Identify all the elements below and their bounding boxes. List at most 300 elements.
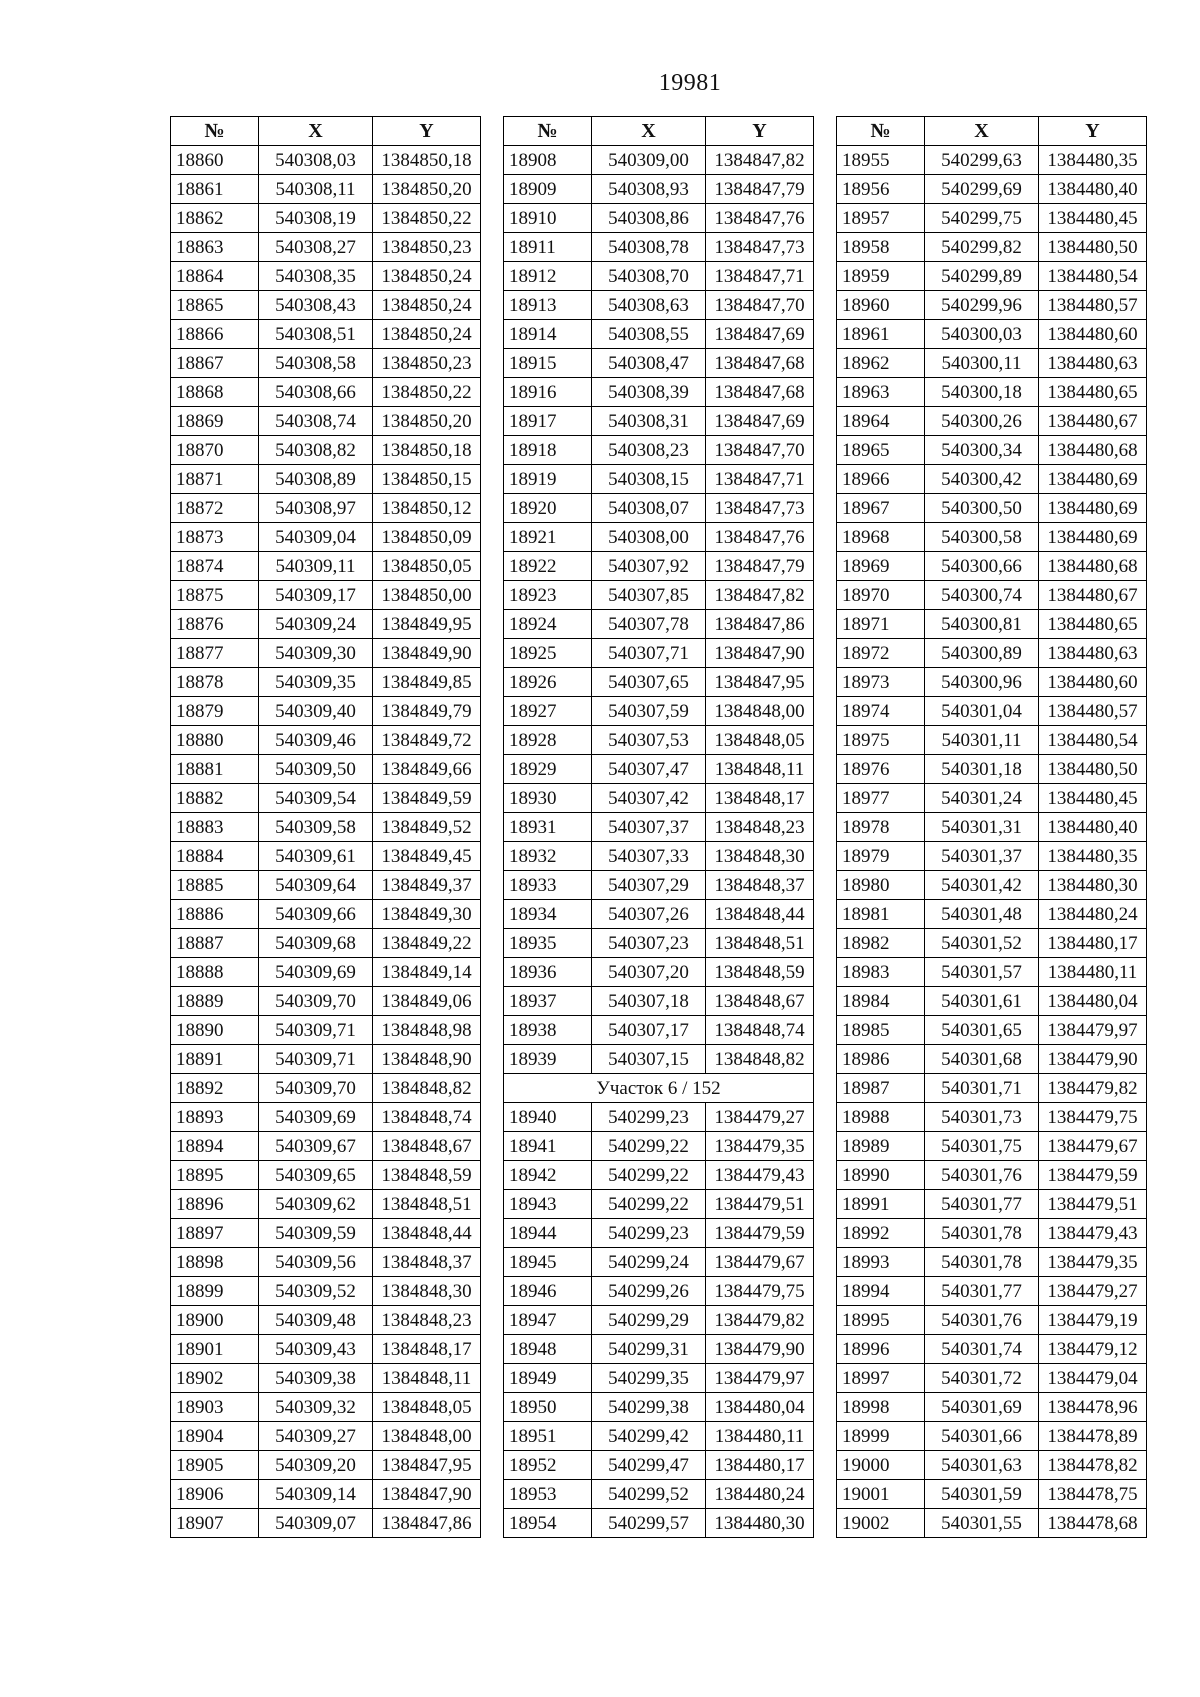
cell-number: 19002 xyxy=(837,1509,925,1538)
cell-x: 540309,27 xyxy=(259,1422,373,1451)
cell-y: 1384848,17 xyxy=(373,1335,481,1364)
table-row xyxy=(504,349,814,378)
cell-number: 18888 xyxy=(171,958,259,987)
cell-x: 540309,32 xyxy=(259,1393,373,1422)
cell-number: 18981 xyxy=(837,900,925,929)
cell-number: 18987 xyxy=(837,1074,925,1103)
cell-x: 540301,77 xyxy=(925,1190,1039,1219)
table-row xyxy=(837,407,1147,436)
header-y: Y xyxy=(373,117,481,146)
table-row xyxy=(171,1074,481,1103)
cell-y: 1384480,45 xyxy=(1039,784,1147,813)
table-row xyxy=(504,1016,814,1045)
table-row xyxy=(837,175,1147,204)
cell-x: 540299,22 xyxy=(592,1132,706,1161)
cell-number: 18876 xyxy=(171,610,259,639)
cell-number: 18907 xyxy=(171,1509,259,1538)
cell-number: 18868 xyxy=(171,378,259,407)
table-row xyxy=(171,639,481,668)
cell-y: 1384848,67 xyxy=(373,1132,481,1161)
cell-number: 18939 xyxy=(504,1045,592,1074)
cell-number: 18905 xyxy=(171,1451,259,1480)
table-row xyxy=(171,1161,481,1190)
cell-number: 18951 xyxy=(504,1422,592,1451)
cell-x: 540301,66 xyxy=(925,1422,1039,1451)
table-row xyxy=(837,668,1147,697)
cell-x: 540309,70 xyxy=(259,987,373,1016)
cell-number: 18995 xyxy=(837,1306,925,1335)
cell-y: 1384848,37 xyxy=(706,871,814,900)
cell-y: 1384478,89 xyxy=(1039,1422,1147,1451)
cell-x: 540299,31 xyxy=(592,1335,706,1364)
cell-y: 1384848,00 xyxy=(706,697,814,726)
table-row xyxy=(504,1045,814,1074)
cell-number: 18983 xyxy=(837,958,925,987)
cell-number: 18913 xyxy=(504,291,592,320)
cell-x: 540301,18 xyxy=(925,755,1039,784)
cell-number: 18882 xyxy=(171,784,259,813)
table-row xyxy=(837,494,1147,523)
cell-number: 18912 xyxy=(504,262,592,291)
cell-number: 18950 xyxy=(504,1393,592,1422)
cell-number: 18947 xyxy=(504,1306,592,1335)
table-row xyxy=(171,1480,481,1509)
header-number: № xyxy=(171,117,259,146)
table-row xyxy=(504,1306,814,1335)
table-row xyxy=(837,842,1147,871)
cell-y: 1384848,37 xyxy=(373,1248,481,1277)
cell-number: 18906 xyxy=(171,1480,259,1509)
table-row xyxy=(171,668,481,697)
cell-y: 1384850,09 xyxy=(373,523,481,552)
cell-x: 540309,30 xyxy=(259,639,373,668)
table-row xyxy=(171,784,481,813)
cell-number: 18946 xyxy=(504,1277,592,1306)
cell-x: 540300,42 xyxy=(925,465,1039,494)
table-row xyxy=(171,697,481,726)
cell-number: 18938 xyxy=(504,1016,592,1045)
cell-number: 18897 xyxy=(171,1219,259,1248)
cell-number: 18941 xyxy=(504,1132,592,1161)
cell-number: 18872 xyxy=(171,494,259,523)
cell-y: 1384847,71 xyxy=(706,262,814,291)
cell-x: 540301,72 xyxy=(925,1364,1039,1393)
cell-number: 18940 xyxy=(504,1103,592,1132)
coordinates-table-1 xyxy=(170,116,481,1538)
table-row xyxy=(837,784,1147,813)
cell-y: 1384850,22 xyxy=(373,204,481,233)
cell-number: 18943 xyxy=(504,1190,592,1219)
table-row xyxy=(171,1451,481,1480)
cell-x: 540301,04 xyxy=(925,697,1039,726)
cell-y: 1384480,11 xyxy=(1039,958,1147,987)
table-row xyxy=(837,755,1147,784)
cell-x: 540299,75 xyxy=(925,204,1039,233)
cell-number: 18914 xyxy=(504,320,592,349)
table-row xyxy=(837,320,1147,349)
cell-x: 540308,97 xyxy=(259,494,373,523)
cell-y: 1384848,44 xyxy=(706,900,814,929)
cell-number: 18930 xyxy=(504,784,592,813)
table-row xyxy=(504,494,814,523)
table-row xyxy=(171,465,481,494)
cell-y: 1384847,82 xyxy=(706,581,814,610)
cell-y: 1384847,69 xyxy=(706,407,814,436)
cell-y: 1384847,71 xyxy=(706,465,814,494)
table-row xyxy=(504,1219,814,1248)
cell-x: 540308,39 xyxy=(592,378,706,407)
cell-x: 540309,56 xyxy=(259,1248,373,1277)
cell-number: 18954 xyxy=(504,1509,592,1538)
table-row xyxy=(171,378,481,407)
table-row xyxy=(171,1219,481,1248)
cell-x: 540308,63 xyxy=(592,291,706,320)
cell-x: 540307,20 xyxy=(592,958,706,987)
cell-number: 18934 xyxy=(504,900,592,929)
cell-y: 1384848,44 xyxy=(373,1219,481,1248)
table-row xyxy=(837,436,1147,465)
table-row xyxy=(837,1161,1147,1190)
cell-number: 18877 xyxy=(171,639,259,668)
cell-x: 540299,82 xyxy=(925,233,1039,262)
table-row xyxy=(504,1422,814,1451)
cell-number: 18908 xyxy=(504,146,592,175)
cell-y: 1384480,40 xyxy=(1039,813,1147,842)
cell-x: 540307,29 xyxy=(592,871,706,900)
cell-x: 540308,58 xyxy=(259,349,373,378)
table-row xyxy=(171,1190,481,1219)
cell-number: 18889 xyxy=(171,987,259,1016)
cell-y: 1384479,27 xyxy=(706,1103,814,1132)
cell-x: 540309,07 xyxy=(259,1509,373,1538)
cell-y: 1384480,63 xyxy=(1039,349,1147,378)
header-x: X xyxy=(259,117,373,146)
cell-y: 1384849,79 xyxy=(373,697,481,726)
cell-x: 540301,68 xyxy=(925,1045,1039,1074)
table-row xyxy=(171,813,481,842)
cell-x: 540300,11 xyxy=(925,349,1039,378)
cell-y: 1384849,52 xyxy=(373,813,481,842)
table-row xyxy=(171,581,481,610)
table-row xyxy=(504,436,814,465)
cell-y: 1384480,67 xyxy=(1039,581,1147,610)
cell-x: 540301,76 xyxy=(925,1306,1039,1335)
cell-x: 540308,23 xyxy=(592,436,706,465)
cell-y: 1384850,12 xyxy=(373,494,481,523)
cell-x: 540309,17 xyxy=(259,581,373,610)
table-row xyxy=(504,1335,814,1364)
cell-x: 540309,20 xyxy=(259,1451,373,1480)
cell-y: 1384480,57 xyxy=(1039,291,1147,320)
cell-y: 1384849,37 xyxy=(373,871,481,900)
cell-y: 1384849,59 xyxy=(373,784,481,813)
cell-x: 540308,51 xyxy=(259,320,373,349)
table-row xyxy=(171,204,481,233)
section-label: Участок 6 / 152 xyxy=(504,1074,814,1103)
cell-x: 540300,58 xyxy=(925,523,1039,552)
cell-y: 1384847,79 xyxy=(706,552,814,581)
table-row xyxy=(837,987,1147,1016)
table-row xyxy=(504,1451,814,1480)
table-row xyxy=(504,697,814,726)
cell-x: 540307,92 xyxy=(592,552,706,581)
cell-number: 18999 xyxy=(837,1422,925,1451)
table-row xyxy=(504,929,814,958)
cell-y: 1384480,68 xyxy=(1039,436,1147,465)
table-row xyxy=(837,958,1147,987)
table-row xyxy=(171,1045,481,1074)
cell-x: 540299,22 xyxy=(592,1190,706,1219)
cell-number: 18933 xyxy=(504,871,592,900)
cell-x: 540301,71 xyxy=(925,1074,1039,1103)
cell-number: 18866 xyxy=(171,320,259,349)
cell-number: 18861 xyxy=(171,175,259,204)
cell-y: 1384479,90 xyxy=(1039,1045,1147,1074)
table-row xyxy=(837,871,1147,900)
cell-y: 1384479,19 xyxy=(1039,1306,1147,1335)
cell-y: 1384847,95 xyxy=(706,668,814,697)
cell-x: 540300,18 xyxy=(925,378,1039,407)
cell-number: 18971 xyxy=(837,610,925,639)
table-header-row xyxy=(837,117,1147,146)
cell-x: 540308,66 xyxy=(259,378,373,407)
cell-number: 18895 xyxy=(171,1161,259,1190)
table-row xyxy=(837,929,1147,958)
cell-number: 18997 xyxy=(837,1364,925,1393)
cell-x: 540300,66 xyxy=(925,552,1039,581)
cell-x: 540299,23 xyxy=(592,1103,706,1132)
cell-y: 1384480,65 xyxy=(1039,378,1147,407)
table-row xyxy=(837,1016,1147,1045)
cell-y: 1384848,82 xyxy=(373,1074,481,1103)
cell-x: 540307,71 xyxy=(592,639,706,668)
cell-y: 1384847,73 xyxy=(706,233,814,262)
cell-y: 1384850,22 xyxy=(373,378,481,407)
cell-x: 540300,34 xyxy=(925,436,1039,465)
cell-x: 540308,82 xyxy=(259,436,373,465)
header-y: Y xyxy=(1039,117,1147,146)
cell-number: 18910 xyxy=(504,204,592,233)
cell-y: 1384479,59 xyxy=(706,1219,814,1248)
table-row xyxy=(837,552,1147,581)
cell-number: 18884 xyxy=(171,842,259,871)
table-row xyxy=(837,639,1147,668)
table-row xyxy=(837,813,1147,842)
cell-y: 1384480,69 xyxy=(1039,494,1147,523)
table-row xyxy=(837,1277,1147,1306)
cell-x: 540299,63 xyxy=(925,146,1039,175)
cell-x: 540308,43 xyxy=(259,291,373,320)
cell-number: 18957 xyxy=(837,204,925,233)
cell-x: 540307,18 xyxy=(592,987,706,1016)
cell-y: 1384479,67 xyxy=(1039,1132,1147,1161)
table-row xyxy=(837,465,1147,494)
cell-y: 1384847,73 xyxy=(706,494,814,523)
table-row xyxy=(504,262,814,291)
cell-y: 1384480,68 xyxy=(1039,552,1147,581)
table-row xyxy=(837,146,1147,175)
cell-x: 540299,24 xyxy=(592,1248,706,1277)
cell-x: 540299,57 xyxy=(592,1509,706,1538)
table-row xyxy=(171,842,481,871)
cell-x: 540301,24 xyxy=(925,784,1039,813)
cell-x: 540301,48 xyxy=(925,900,1039,929)
cell-number: 18973 xyxy=(837,668,925,697)
cell-number: 18921 xyxy=(504,523,592,552)
cell-x: 540301,63 xyxy=(925,1451,1039,1480)
cell-y: 1384849,30 xyxy=(373,900,481,929)
cell-x: 540309,68 xyxy=(259,929,373,958)
table-row xyxy=(504,639,814,668)
cell-y: 1384849,14 xyxy=(373,958,481,987)
table-row xyxy=(504,958,814,987)
cell-number: 18898 xyxy=(171,1248,259,1277)
cell-number: 18887 xyxy=(171,929,259,958)
header-y: Y xyxy=(706,117,814,146)
cell-y: 1384850,20 xyxy=(373,175,481,204)
cell-x: 540301,11 xyxy=(925,726,1039,755)
cell-x: 540307,59 xyxy=(592,697,706,726)
cell-number: 18996 xyxy=(837,1335,925,1364)
cell-x: 540307,33 xyxy=(592,842,706,871)
cell-number: 18988 xyxy=(837,1103,925,1132)
coordinates-table-2 xyxy=(503,116,814,1538)
cell-number: 18986 xyxy=(837,1045,925,1074)
cell-y: 1384480,45 xyxy=(1039,204,1147,233)
table-row xyxy=(837,1509,1147,1538)
cell-number: 18900 xyxy=(171,1306,259,1335)
cell-x: 540309,48 xyxy=(259,1306,373,1335)
cell-y: 1384480,30 xyxy=(706,1509,814,1538)
table-row xyxy=(504,668,814,697)
cell-number: 18978 xyxy=(837,813,925,842)
cell-x: 540308,07 xyxy=(592,494,706,523)
cell-y: 1384480,50 xyxy=(1039,755,1147,784)
cell-x: 540309,62 xyxy=(259,1190,373,1219)
table-row xyxy=(837,1335,1147,1364)
cell-number: 18966 xyxy=(837,465,925,494)
cell-y: 1384480,24 xyxy=(706,1480,814,1509)
table-row xyxy=(171,871,481,900)
cell-y: 1384480,11 xyxy=(706,1422,814,1451)
cell-y: 1384847,70 xyxy=(706,291,814,320)
cell-y: 1384847,79 xyxy=(706,175,814,204)
cell-number: 18917 xyxy=(504,407,592,436)
cell-y: 1384479,43 xyxy=(1039,1219,1147,1248)
table-row xyxy=(171,958,481,987)
cell-y: 1384848,98 xyxy=(373,1016,481,1045)
cell-y: 1384479,97 xyxy=(1039,1016,1147,1045)
table-row xyxy=(171,1422,481,1451)
cell-x: 540301,61 xyxy=(925,987,1039,1016)
cell-number: 18915 xyxy=(504,349,592,378)
cell-x: 540309,00 xyxy=(592,146,706,175)
coordinates-table-3 xyxy=(836,116,1147,1538)
cell-y: 1384848,51 xyxy=(706,929,814,958)
cell-number: 18980 xyxy=(837,871,925,900)
cell-number: 19000 xyxy=(837,1451,925,1480)
table-row xyxy=(837,262,1147,291)
cell-y: 1384848,74 xyxy=(373,1103,481,1132)
cell-number: 18892 xyxy=(171,1074,259,1103)
table-row xyxy=(171,494,481,523)
cell-x: 540307,47 xyxy=(592,755,706,784)
table-row xyxy=(837,1306,1147,1335)
table-row xyxy=(837,581,1147,610)
cell-number: 18891 xyxy=(171,1045,259,1074)
cell-x: 540300,03 xyxy=(925,320,1039,349)
cell-y: 1384479,82 xyxy=(1039,1074,1147,1103)
cell-x: 540308,15 xyxy=(592,465,706,494)
cell-x: 540307,37 xyxy=(592,813,706,842)
table-row xyxy=(504,1480,814,1509)
cell-number: 18874 xyxy=(171,552,259,581)
cell-x: 540309,11 xyxy=(259,552,373,581)
cell-x: 540299,47 xyxy=(592,1451,706,1480)
table-row xyxy=(837,1422,1147,1451)
table-row xyxy=(504,1393,814,1422)
table-row xyxy=(171,1364,481,1393)
cell-y: 1384480,54 xyxy=(1039,262,1147,291)
table-row xyxy=(504,871,814,900)
cell-number: 18972 xyxy=(837,639,925,668)
cell-number: 18998 xyxy=(837,1393,925,1422)
table-row xyxy=(504,523,814,552)
cell-x: 540300,26 xyxy=(925,407,1039,436)
cell-number: 18968 xyxy=(837,523,925,552)
cell-number: 18860 xyxy=(171,146,259,175)
cell-y: 1384847,76 xyxy=(706,204,814,233)
cell-y: 1384850,18 xyxy=(373,436,481,465)
cell-x: 540299,38 xyxy=(592,1393,706,1422)
table-row xyxy=(504,1277,814,1306)
cell-y: 1384848,30 xyxy=(706,842,814,871)
cell-y: 1384480,69 xyxy=(1039,523,1147,552)
cell-number: 18896 xyxy=(171,1190,259,1219)
cell-y: 1384850,24 xyxy=(373,320,481,349)
cell-number: 18994 xyxy=(837,1277,925,1306)
cell-x: 540309,43 xyxy=(259,1335,373,1364)
cell-x: 540309,52 xyxy=(259,1277,373,1306)
cell-y: 1384850,23 xyxy=(373,233,481,262)
cell-y: 1384850,05 xyxy=(373,552,481,581)
cell-x: 540309,54 xyxy=(259,784,373,813)
cell-y: 1384849,22 xyxy=(373,929,481,958)
cell-number: 18945 xyxy=(504,1248,592,1277)
cell-y: 1384479,97 xyxy=(706,1364,814,1393)
cell-y: 1384848,17 xyxy=(706,784,814,813)
cell-x: 540308,19 xyxy=(259,204,373,233)
cell-number: 18894 xyxy=(171,1132,259,1161)
cell-number: 18967 xyxy=(837,494,925,523)
cell-y: 1384850,24 xyxy=(373,262,481,291)
cell-x: 540308,55 xyxy=(592,320,706,349)
cell-y: 1384848,05 xyxy=(706,726,814,755)
cell-y: 1384479,90 xyxy=(706,1335,814,1364)
cell-y: 1384847,68 xyxy=(706,378,814,407)
table-row xyxy=(171,1509,481,1538)
cell-number: 18924 xyxy=(504,610,592,639)
cell-y: 1384479,12 xyxy=(1039,1335,1147,1364)
cell-y: 1384850,23 xyxy=(373,349,481,378)
cell-y: 1384847,76 xyxy=(706,523,814,552)
cell-x: 540308,31 xyxy=(592,407,706,436)
cell-number: 18937 xyxy=(504,987,592,1016)
cell-x: 540299,22 xyxy=(592,1161,706,1190)
cell-y: 1384848,82 xyxy=(706,1045,814,1074)
cell-y: 1384848,59 xyxy=(706,958,814,987)
cell-number: 18990 xyxy=(837,1161,925,1190)
